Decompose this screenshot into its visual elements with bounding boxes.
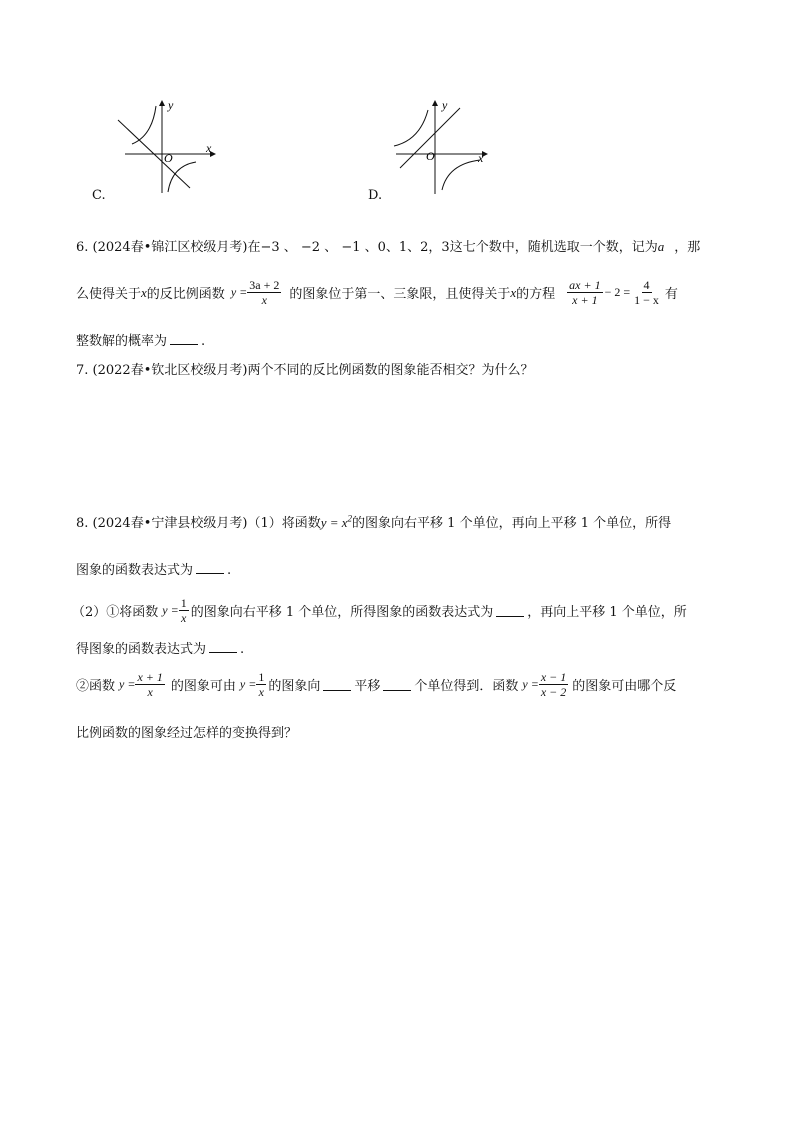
q6-func-fraction [247, 278, 281, 308]
q8-p3c: 的图象向 [268, 679, 321, 695]
q8-f4-lhs: y = [239, 677, 257, 692]
q8-f5-denominator: x − 2 [540, 685, 567, 700]
q6-eq-denominator2: 1 − x [634, 293, 659, 308]
q8-f4-fraction [256, 670, 266, 700]
q6-var-x: x [141, 284, 147, 300]
q6-var-x2: x [510, 284, 517, 300]
q7-source: (2022春•钦北区校级月考) [92, 363, 248, 378]
graph-d-hyperbola-q4 [442, 160, 480, 190]
q8-f3-fraction [135, 670, 164, 700]
graph-c-y-arrow [159, 100, 165, 106]
q8-f1-exponent: 2 [347, 513, 353, 524]
q8-blank2 [496, 604, 524, 617]
q8-f3-denominator: x [147, 685, 153, 700]
q6-eq-mid: − 2 = [604, 285, 631, 300]
graph-c [110, 98, 220, 198]
q6-text9: 整数解的概率为 [76, 334, 168, 349]
q6-text2: 这七个数中，随机选取一个数，记为 [449, 240, 658, 255]
q6-text8: 有 [664, 287, 678, 303]
graph-d-origin-label: O [426, 149, 435, 163]
graph-c-hyperbola-q4 [168, 162, 196, 192]
q7-text: 两个不同的反比例函数的图象能否相交？为什么？ [247, 363, 534, 378]
graph-d-hyperbola-q2 [394, 110, 428, 146]
q8-f1 [321, 515, 352, 530]
q6-eq-denominator1: x + 1 [572, 293, 598, 308]
q8-p3a: ②函数 [76, 679, 116, 695]
q8-f3-lhs: y = [119, 677, 136, 692]
q8-p2c: ，再向上平移 1 个单位，所 [527, 605, 687, 621]
q8-p1a: （1）将函数 [247, 516, 321, 531]
q8-f5-fraction [539, 670, 568, 700]
q6-answer-blank [170, 332, 198, 345]
q8-line5 [76, 670, 676, 700]
q7-number: 7. [76, 363, 89, 378]
q6-line3 [76, 330, 205, 349]
q8-line6 [76, 722, 297, 741]
q8-line3 [72, 596, 687, 626]
q8-line2 [76, 559, 231, 578]
q8-p2d: 得图象的函数表达式为 [76, 642, 207, 657]
q8-f2-fraction [179, 596, 189, 626]
option-c-label: C. [92, 188, 106, 203]
q8-number: 8. [76, 516, 89, 531]
q8-line4 [76, 638, 244, 657]
q8-blank4 [323, 678, 351, 691]
graph-d [388, 96, 498, 196]
graph-d-y-arrow [432, 100, 438, 106]
q6-func-denominator: x [261, 293, 267, 308]
q8-p2b: 的图象向右平移 1 个单位，所得图象的函数表达式为 [190, 605, 494, 621]
q6-line1 [76, 236, 700, 255]
q8-f3-numerator: x + 1 [137, 670, 163, 684]
q6-eq-numerator1: ax + 1 [569, 278, 601, 292]
q6-numbers: −3 、 −2 、 −1 、0、1、2，3 [260, 240, 450, 255]
q6-var-a: a [657, 239, 665, 254]
q6-source: (2024春•锦江区校级月考) [92, 240, 248, 255]
q6-func-lhs: y = [230, 285, 248, 300]
q8-blank1 [196, 561, 224, 574]
q8-p3f: 的图象可由哪个反 [572, 679, 677, 695]
q6-text7: 的方程 [516, 287, 556, 303]
q8-blank3 [209, 640, 237, 653]
graph-d-y-label: y [442, 98, 448, 112]
q8-line1 [76, 512, 671, 531]
q8-f2-numerator: 1 [180, 596, 187, 610]
q6-text10: . [201, 334, 206, 349]
q8-source: (2024春•宁津县校级月考) [92, 516, 248, 531]
q8-p1c: 图象的函数表达式为 [76, 563, 194, 578]
option-d-label: D. [368, 188, 383, 203]
q6-eq-numerator2: 4 [643, 278, 650, 292]
q8-p3d: 平移 [354, 679, 381, 695]
q6-text5: 的反比例函数 [146, 287, 225, 303]
q8-f1-base: y = x [320, 515, 348, 530]
q6-eq-fraction1 [567, 278, 602, 308]
q8-p1b: 的图象向右平移 1 个单位，再向上平移 1 个单位，所得 [352, 516, 672, 531]
q8-f5-numerator: x − 1 [540, 670, 567, 684]
q8-p3b: 的图象可由 [170, 679, 236, 695]
q7-line [76, 359, 533, 378]
q8-p2a: （2）①将函数 [72, 605, 159, 621]
q8-p3e: 个单位得到．函数 [414, 679, 519, 695]
q8-p2e: . [240, 642, 245, 657]
q8-blank5 [383, 678, 411, 691]
graph-c-y-label: y [168, 98, 174, 112]
q8-f5-lhs: y = [522, 677, 539, 692]
graph-c-hyperbola-q2 [132, 106, 156, 144]
graph-c-x-label: x [206, 141, 212, 155]
q8-f2-lhs: y = [162, 603, 179, 618]
q8-f2-denominator: x [181, 611, 187, 626]
q6-line2 [76, 278, 678, 308]
q6-text6: 的图象位于第一、三象限，且使得关于 [289, 287, 511, 303]
q6-text1: 在 [247, 240, 261, 255]
graph-c-origin-label: O [164, 151, 173, 165]
q6-text3: ，那 [674, 240, 701, 255]
q6-eq-fraction2 [632, 278, 661, 308]
q8-p3g: 比例函数的图象经过怎样的变换得到？ [76, 726, 298, 741]
q6-number: 6. [76, 240, 89, 255]
q6-func-numerator: 3a + 2 [249, 278, 280, 292]
q8-f4-denominator: x [258, 685, 264, 700]
graph-d-x-label: x [478, 151, 484, 165]
q6-text4: 么使得关于 [76, 287, 142, 303]
q8-f4-numerator: 1 [258, 670, 265, 684]
q8-p1d: . [227, 563, 232, 578]
